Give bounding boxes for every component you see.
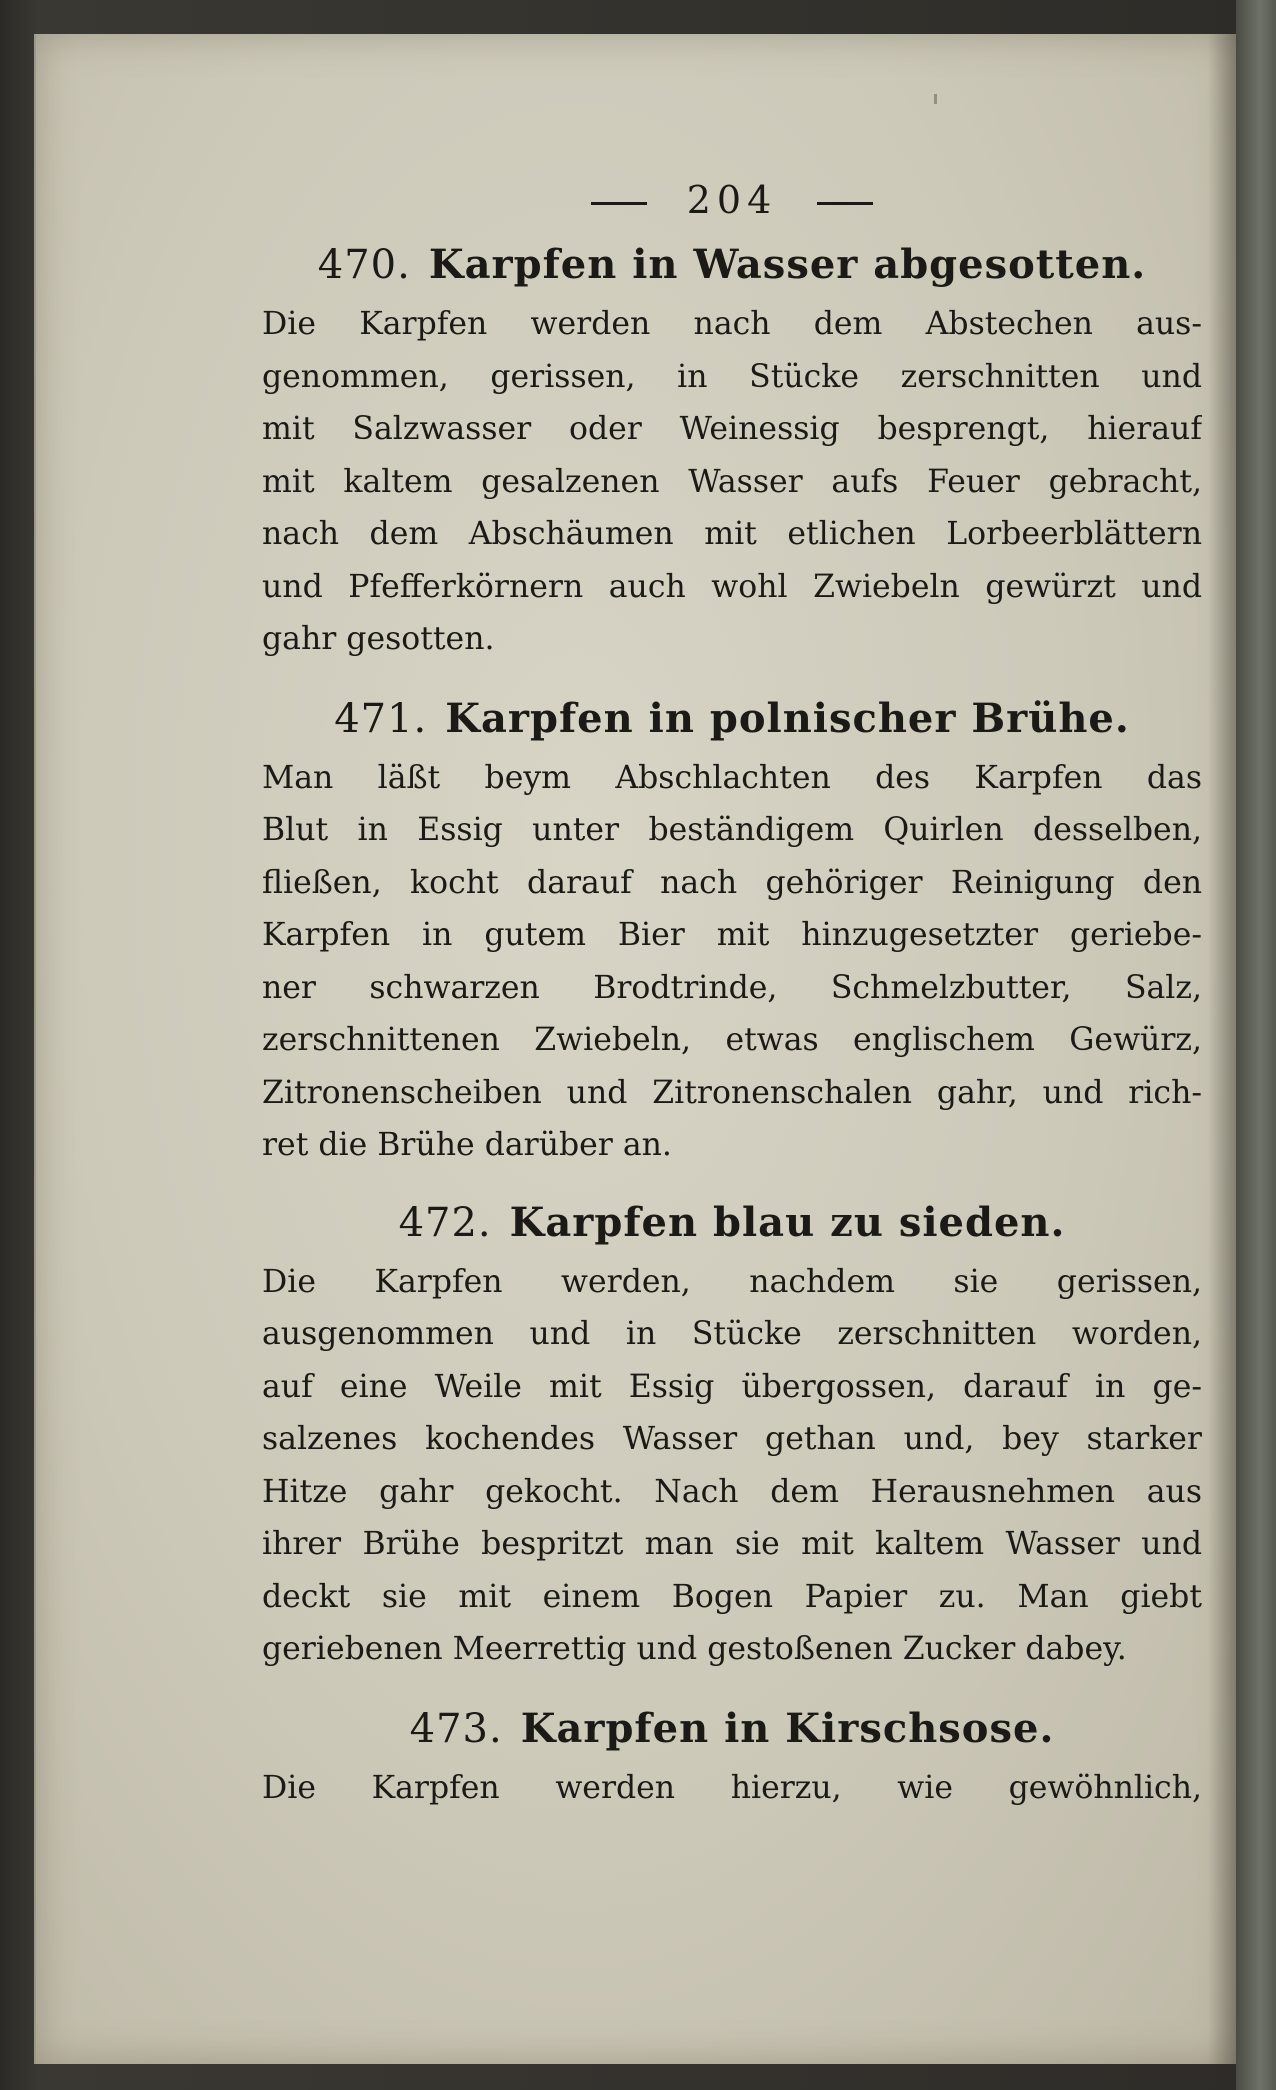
text-line: nach dem Abschäumen mit etlichen Lorbeerblättern (262, 516, 1202, 552)
text-line: geriebenen Meerrettig und gestoßenen Zucker dabey. (262, 1631, 1127, 1667)
text-line: Hitze gahr gekocht. Nach dem Herausnehmen aus (262, 1473, 1202, 1510)
text-line: ret die Brühe darüber an. (262, 1127, 672, 1163)
recipe-heading (262, 1702, 1202, 1756)
recipe-number: 473. (409, 1705, 503, 1752)
text-line: ihrer Brühe bespritzt man sie mit kaltem Wasser und (262, 1526, 1202, 1562)
text-line: zerschnittenen Zwiebeln, etwas englischem Gewürz, (262, 1022, 1202, 1058)
recipe-title: Karpfen blau zu sieden. (509, 1198, 1066, 1246)
text-line: ausgenommen und in Stücke zerschnitten worden, (262, 1316, 1202, 1352)
page-text (262, 174, 1202, 1814)
recipe-473 (262, 1702, 1202, 1815)
recipe-heading (262, 692, 1202, 746)
text-line: mit kaltem gesalzenen Wasser aufs Feuer gebracht, (262, 463, 1202, 500)
header-dash-right (817, 202, 873, 205)
recipe-471 (262, 692, 1202, 1172)
text-line: fließen, kocht darauf nach gehöriger Reinigung den (262, 864, 1202, 901)
recipe-title: Karpfen in Kirschsose. (520, 1704, 1055, 1752)
recipe-heading (262, 238, 1202, 292)
header-dash-left (591, 202, 647, 205)
text-line: Karpfen in gutem Bier mit hinzugesetzter geriebe- (262, 917, 1202, 953)
page-number: 204 (686, 178, 778, 222)
recipe-title: Karpfen in Wasser abgesotten. (428, 241, 1147, 288)
text-line: Zitronenscheiben und Zitronenschalen gahr, und rich- (262, 1074, 1202, 1111)
text-line: gahr gesotten. (262, 621, 495, 657)
text-line: Blut in Essig unter beständigem Quirlen desselben, (262, 812, 1202, 848)
text-line: Die Karpfen werden, nachdem sie gerissen, (262, 1263, 1202, 1300)
book-page (34, 34, 1236, 2064)
recipe-body (262, 298, 1202, 666)
text-line: ner schwarzen Brodtrinde, Schmelzbutter, Salz, (262, 969, 1202, 1006)
text-line: Man läßt beym Abschlachten des Karpfen das (262, 759, 1202, 796)
text-line: Die Karpfen werden hierzu, wie gewöhnlich, (262, 1769, 1202, 1806)
adjacent-page-edge (1236, 0, 1276, 2090)
paper-speck (934, 94, 937, 104)
text-line: auf eine Weile mit Essig übergossen, darauf in ge- (262, 1368, 1202, 1405)
recipe-body (262, 752, 1202, 1172)
recipe-470 (262, 238, 1202, 666)
text-line: mit Salzwasser oder Weinessig besprengt, hierauf (262, 411, 1202, 447)
recipe-title: Karpfen in polnischer Brühe. (445, 694, 1130, 742)
recipe-number: 472. (398, 1199, 492, 1246)
recipe-472 (262, 1196, 1202, 1676)
recipe-number: 470. (317, 242, 411, 288)
page-header (262, 174, 1202, 226)
text-line: genommen, gerissen, in Stücke zerschnitten und (262, 358, 1202, 395)
recipe-number: 471. (334, 695, 428, 742)
recipe-body (262, 1256, 1202, 1676)
recipe-body (262, 1762, 1202, 1815)
text-line: salzenes kochendes Wasser gethan und, bey starker (262, 1421, 1202, 1457)
recipe-heading (262, 1196, 1202, 1250)
text-line: Die Karpfen werden nach dem Abstechen aus- (262, 306, 1202, 342)
text-line: und Pfefferkörnern auch wohl Zwiebeln gewürzt und (262, 568, 1202, 605)
text-line: deckt sie mit einem Bogen Papier zu. Man giebt (262, 1578, 1202, 1615)
